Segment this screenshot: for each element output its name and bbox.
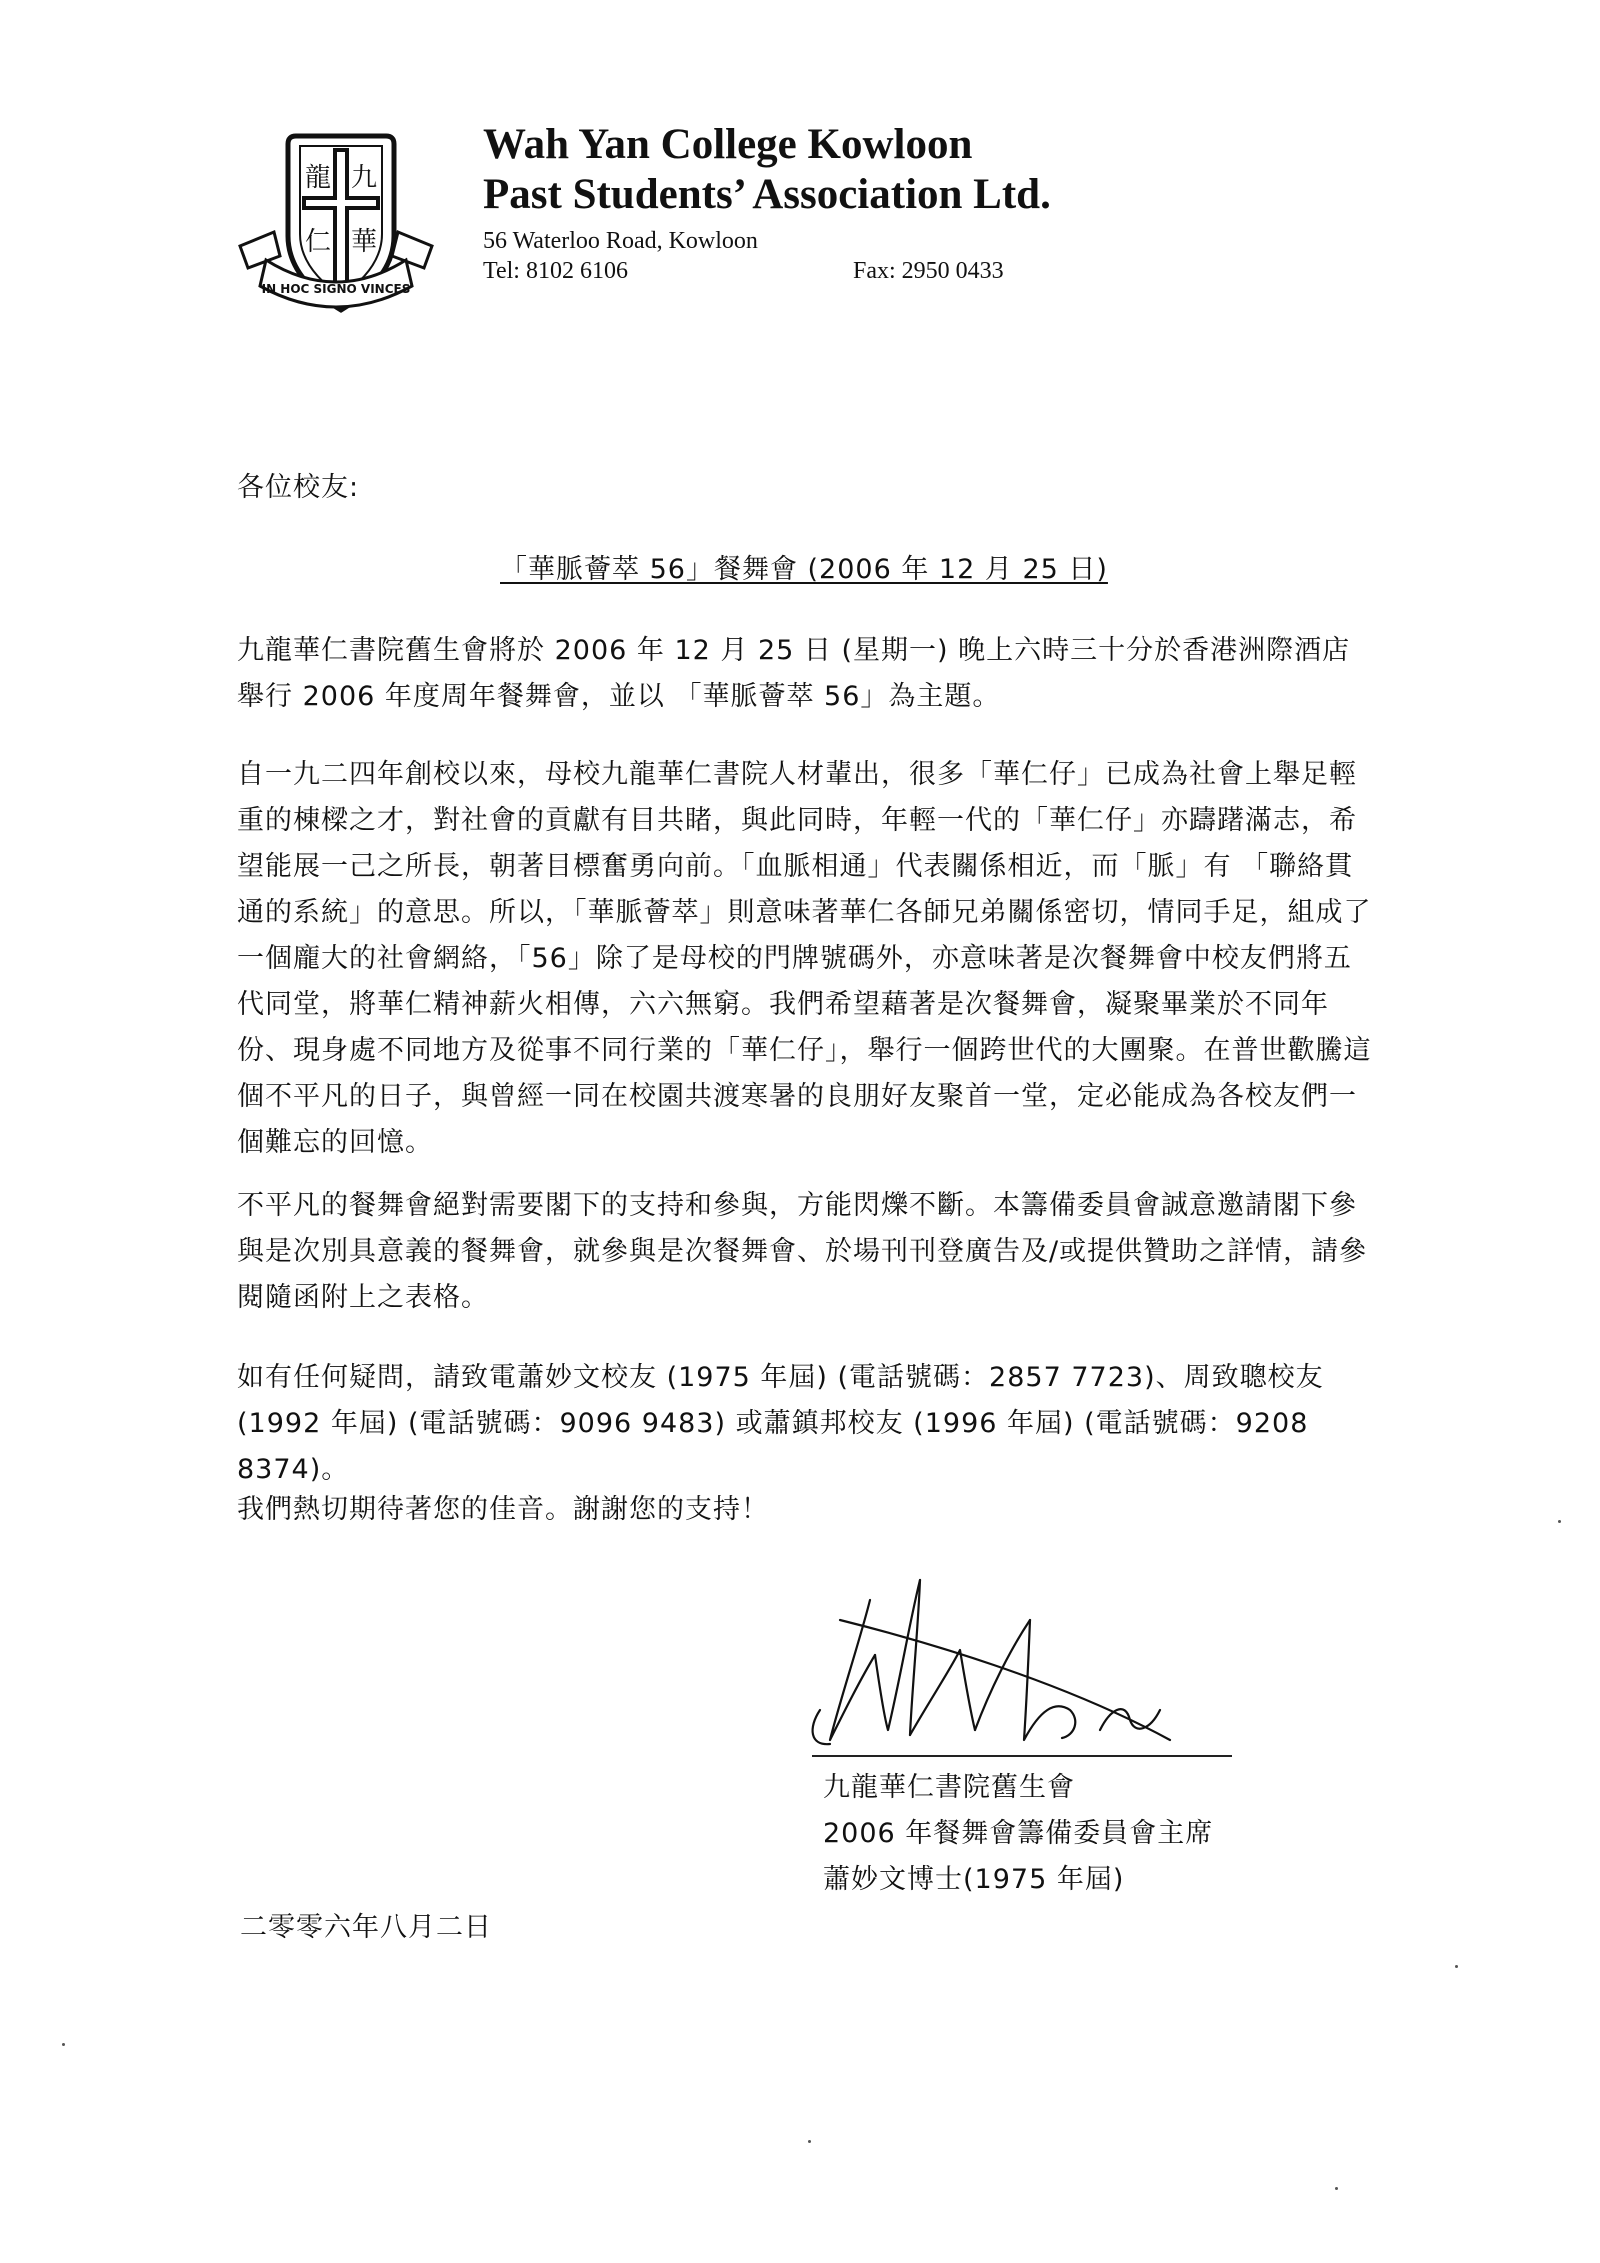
letter-title: 「華脈薈萃 56」餐舞會 (2006 年 12 月 25 日) [500,554,1108,585]
letter-date: 二零零六年八月二日 [240,1912,492,1943]
signature-line [812,1755,1232,1757]
svg-text:IN HOC SIGNO VINCES: IN HOC SIGNO VINCES [261,282,411,296]
scan-speck [62,2043,65,2046]
svg-text:仁: 仁 [304,227,332,257]
contact-line [483,256,1051,286]
paragraph-event-intro: 九龍華仁書院舊生會將於 2006 年 12 月 25 日 (星期一) 晚上六時三十分於香港洲際酒店舉行 2006 年度周年餐舞會，並以 「華脈薈萃 56」為主題。 [237,635,1351,712]
fax: Fax: 2950 0433 [853,258,1004,284]
paragraph-theme: 自一九二四年創校以來，母校九龍華仁書院人材輩出，很多「華仁仔」已成為社會上舉足輕重的棟樑之才，對社會的貢獻有目共睹，與此同時，年輕一代的「華仁仔」亦躊躇滿志，希望能展一己之所長，朝著目標奮勇向前。「血脈相通」代表關係相近，而「脈」有 「聯絡貫通的系統」的意思。所以，「華脈薈萃」則意味著華仁各師兄弟關係密切，情同手足，組成了一個龐大的社會網絡，「56」除了是母校的門牌號碼外，亦意味著是次餐舞會中校友們將五代同堂，將華仁精神薪火相傳，六六無窮。我們希望藉著是次餐舞會，凝聚畢業於不同年份、現身處不同地方及從事不同行業的「華仁仔」，舉行一個跨世代的大團聚。在普世歡騰這個不平凡的日子，與曾經一同在校園共渡寒暑的良朋好友聚首一堂，定必能成為各校友們一個難忘的回憶。 [237,759,1372,1158]
signatory-organisation: 九龍華仁書院舊生會 [823,1772,1075,1803]
signatory-block [823,1765,1213,1903]
school-crest-logo [236,128,436,318]
paragraph-closing: 我們熱切期待著您的佳音。謝謝您的支持！ [237,1494,769,1525]
svg-text:華: 華 [350,227,378,257]
signatory-position: 2006 年餐舞會籌備委員會主席 [823,1818,1214,1849]
paragraph-invitation: 不平凡的餐舞會絕對需要閣下的支持和參與，方能閃爍不斷。本籌備委員會誠意邀請閣下參與是次別具意義的餐舞會，就參與是次餐舞會、於場刊刊登廣告及/或提供贊助之詳情，請參閱隨函附上之表格。 [237,1190,1368,1313]
scan-speck [1335,2187,1338,2190]
signatory-name: 蕭妙文博士(1975 年屆) [823,1864,1125,1895]
paragraph-enquiries: 如有任何疑問，請致電蕭妙文校友 (1975 年屆) (電話號碼：2857 7723)、周致聰校友 (1992 年屆) (電話號碼：9096 9483) 或蕭鎮邦校友 (1996 年屆) (電話號碼：9208 8374)。 [237,1362,1324,1485]
svg-text:龍: 龍 [304,163,332,193]
scan-speck [1558,1520,1561,1523]
scan-speck [808,2140,811,2143]
letterhead [483,120,1051,286]
org-name-line2: Past Students’ Association Ltd. [483,171,1051,218]
greeting: 各位校友: [237,472,360,503]
handwritten-signature [800,1560,1240,1760]
scan-speck [1455,1965,1458,1968]
org-name-line1: Wah Yan College Kowloon [483,121,973,168]
svg-text:九: 九 [350,163,378,193]
telephone: Tel: 8102 6106 [483,258,628,284]
org-address: 56 Waterloo Road, Kowloon [483,228,758,254]
